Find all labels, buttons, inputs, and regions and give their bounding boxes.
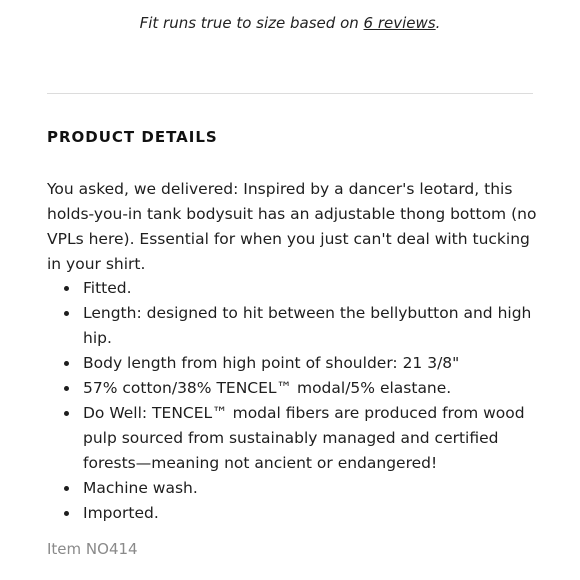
bullet-icon	[64, 286, 69, 291]
bullet-icon	[64, 311, 69, 316]
list-item-text: 57% cotton/38% TENCEL™ modal/5% elastane.	[83, 379, 452, 397]
product-details-list	[47, 276, 537, 526]
list-item	[47, 401, 537, 476]
list-item	[47, 276, 537, 301]
list-item-text: Imported.	[83, 504, 159, 522]
fit-summary-prefix: Fit runs true to size based on	[139, 14, 364, 32]
product-details-heading: PRODUCT DETAILS	[47, 128, 218, 146]
list-item	[47, 301, 537, 351]
list-item	[47, 376, 537, 401]
list-item	[47, 476, 537, 501]
list-item	[47, 501, 537, 526]
list-item-text: Fitted.	[83, 279, 132, 297]
list-item-text: Do Well: TENCEL™ modal fibers are produced from wood pulp sourced from sustainably managed and certified forests—meaning not ancient or endangered!	[83, 404, 525, 472]
bullet-icon	[64, 511, 69, 516]
bullet-icon	[64, 361, 69, 366]
reviews-link[interactable]: 6 reviews	[363, 14, 436, 32]
item-number: Item NO414	[47, 540, 138, 558]
bullet-icon	[64, 386, 69, 391]
bullet-icon	[64, 486, 69, 491]
list-item-text: Machine wash.	[83, 479, 198, 497]
product-description: You asked, we delivered: Inspired by a dancer's leotard, this holds-you-in tank bodysuit has an adjustable thong bottom (no VPLs here). Essential for when you just can't deal with tucking in your shirt.	[47, 180, 537, 273]
fit-summary-suffix: .	[435, 14, 441, 32]
list-item	[47, 351, 537, 376]
section-divider	[47, 93, 533, 94]
fit-summary	[0, 14, 580, 32]
list-item-text: Length: designed to hit between the bellybutton and high hip.	[83, 304, 532, 347]
bullet-icon	[64, 411, 69, 416]
list-item-text: Body length from high point of shoulder: 21 3/8"	[83, 354, 460, 372]
